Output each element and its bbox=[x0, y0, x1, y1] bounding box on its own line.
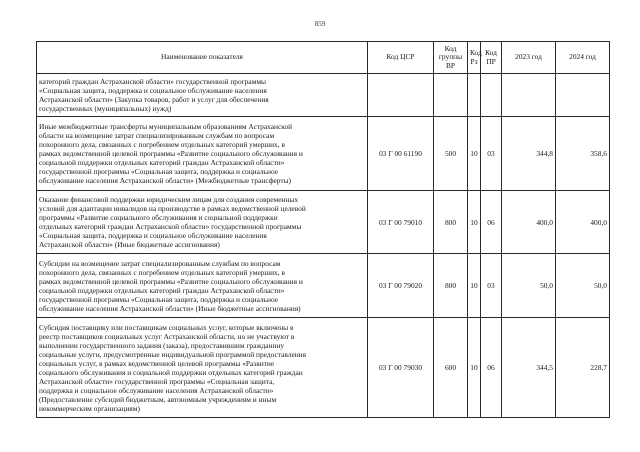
name-line: обслуживание населения Астраханской области» (Иные бюджетные ассигнования) bbox=[39, 303, 301, 313]
name-line: похоронного дела, связанных с погребением отдельных категорий умерших, в bbox=[39, 267, 285, 277]
name-line: Астраханской области» (Иные бюджетные ассигнования) bbox=[39, 240, 220, 249]
row-name-cell bbox=[37, 254, 368, 318]
rz-cell: 10 bbox=[468, 191, 481, 254]
y2024-cell bbox=[556, 74, 610, 117]
name-line: социальной поддержки отдельных категорий граждан Астраханской области» bbox=[39, 158, 285, 167]
y2023-cell: 344,8 bbox=[502, 117, 556, 191]
name-line: отдельных категорий граждан Астраханской области» государственной программы bbox=[39, 222, 302, 231]
name-line: категорий граждан Астраханской области» государственной программы bbox=[39, 77, 267, 86]
y2024-cell: 50,0 bbox=[556, 254, 610, 318]
y2023-cell: 344,5 bbox=[502, 318, 556, 418]
name-line: поддержка и социальное обслуживание населения Астраханской области» bbox=[39, 385, 274, 395]
pr-cell: 03 bbox=[481, 117, 502, 191]
header-vr: Код группы ВР bbox=[434, 42, 468, 74]
name-line: государственных (муниципальных) нужд) bbox=[39, 104, 172, 113]
y2023-cell bbox=[502, 74, 556, 117]
name-line: «Социальная защита, поддержка и социальное обслуживание населения bbox=[39, 231, 267, 240]
name-line: выполнении государственного задания (заказа), предоставившим гражданину bbox=[39, 340, 285, 350]
header-2023: 2023 год bbox=[502, 42, 556, 74]
name-line: социальной поддержки отдельных категорий граждан Астраханской области» bbox=[39, 285, 285, 295]
rz-cell: 10 bbox=[468, 318, 481, 418]
name-line: условий для адаптации инвалидов на производстве в рамках ведомственной целевой bbox=[39, 204, 306, 213]
pr-cell bbox=[481, 74, 502, 117]
name-line: рамках ведомственной целевой программы «Развитие социального обслуживания и bbox=[39, 149, 303, 158]
csr-cell: 03 Г 00 79020 bbox=[368, 254, 434, 318]
vr-cell bbox=[434, 74, 468, 117]
name-line: похоронного дела, связанных с погребением отдельных категорий умерших, в bbox=[39, 140, 285, 149]
name-line: Астраханской области» (Закупка товаров, работ и услуг для обеспечения bbox=[39, 95, 269, 104]
row-name-cell bbox=[37, 318, 368, 418]
table-row bbox=[37, 117, 610, 191]
name-line: реестр поставщиков социальных услуг Астраханской области, но не участвуют в bbox=[39, 331, 295, 341]
y2023-cell: 400,0 bbox=[502, 191, 556, 254]
y2024-cell: 358,6 bbox=[556, 117, 610, 191]
y2023-cell: 50,0 bbox=[502, 254, 556, 318]
name-line: рамках ведомственной целевой программы «Развитие социального обслуживания и bbox=[39, 276, 303, 286]
name-line: государственной программы «Социальная защита, поддержка и социальное bbox=[39, 167, 279, 176]
vr-cell: 600 bbox=[434, 318, 468, 418]
pr-cell: 06 bbox=[481, 191, 502, 254]
name-line: социальные услуги, предусмотренные индивидуальной программой предоставления bbox=[39, 349, 307, 359]
vr-cell: 500 bbox=[434, 117, 468, 191]
csr-cell: 03 Г 00 79010 bbox=[368, 191, 434, 254]
name-line: «Социальная защита, поддержка и социальное обслуживание населения bbox=[39, 86, 267, 95]
row-name-cell bbox=[37, 74, 368, 117]
name-line: социальных услуг, в рамках ведомственной целевой программы «Развитие bbox=[39, 358, 275, 368]
y2024-cell: 400,0 bbox=[556, 191, 610, 254]
page-number: 859 bbox=[314, 20, 326, 28]
name-line: обслуживание населения Астраханской области» (Межбюджетные трансферты) bbox=[39, 176, 292, 185]
row-name-cell bbox=[37, 117, 368, 191]
vr-cell: 800 bbox=[434, 254, 468, 318]
name-line: некоммерческим организациям) bbox=[39, 403, 140, 413]
rz-cell: 10 bbox=[468, 254, 481, 318]
pr-cell: 06 bbox=[481, 318, 502, 418]
name-line: социального обслуживания и социальной поддержки отдельных категорий граждан bbox=[39, 367, 303, 377]
rz-cell bbox=[468, 74, 481, 117]
name-line: Астраханской области» государственной программы «Социальная защита, bbox=[39, 376, 275, 386]
rz-cell: 10 bbox=[468, 117, 481, 191]
budget-table bbox=[36, 41, 610, 418]
name-line: Иные межбюджетные трансферты муниципальным образованиям Астраханской bbox=[39, 122, 293, 131]
name-line: государственной программы «Социальная защита, поддержка и социальное bbox=[39, 294, 279, 304]
table-row bbox=[37, 318, 610, 418]
csr-cell bbox=[368, 74, 434, 117]
header-rz: Код Рз bbox=[468, 42, 481, 74]
name-line: Оказание финансовой поддержки юридическим лицам для создания современных bbox=[39, 195, 299, 204]
vr-cell: 800 bbox=[434, 191, 468, 254]
header-2024: 2024 год bbox=[556, 42, 610, 74]
name-line: области на возмещение затрат специализированным службам по вопросам bbox=[39, 131, 275, 140]
y2024-cell: 228,7 bbox=[556, 318, 610, 418]
csr-cell: 03 Г 00 61190 bbox=[368, 117, 434, 191]
name-line: (Предоставление субсидий бюджетным, автономным учреждениям и иным bbox=[39, 394, 277, 404]
table-header-row bbox=[37, 42, 610, 74]
header-pr: Код ПР bbox=[481, 42, 502, 74]
pr-cell: 03 bbox=[481, 254, 502, 318]
csr-cell: 03 Г 00 79030 bbox=[368, 318, 434, 418]
name-line: программы «Развитие социального обслуживания и социальной поддержки bbox=[39, 213, 278, 222]
table-row bbox=[37, 191, 610, 254]
name-line: Субсидия поставщику или поставщикам социальных услуг, которые включены в bbox=[39, 322, 294, 332]
row-name-cell bbox=[37, 191, 368, 254]
header-csr: Код ЦСР bbox=[368, 42, 434, 74]
table-row bbox=[37, 254, 610, 318]
name-line: Субсидии на возмещение затрат специализированным службам по вопросам bbox=[39, 258, 281, 268]
header-name: Наименование показателя bbox=[37, 42, 368, 74]
table-row bbox=[37, 74, 610, 117]
